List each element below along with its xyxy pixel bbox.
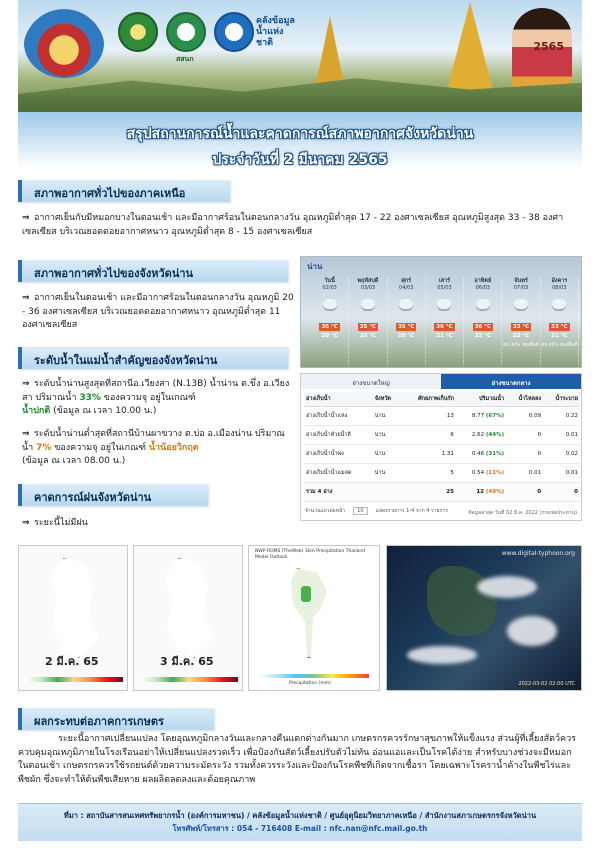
forecast-days [311,277,579,365]
rain-forecast-body: ระยะนี้ไม่มีฝน [34,518,88,528]
reservoir-name: อ่างเก็บน้ำน้ำแหง [304,407,373,426]
water-level-item-2 [22,428,294,469]
cloud-icon [514,299,528,309]
water-level-text: ของความจุ อยู่ในเกณฑ์ [100,392,196,403]
total-volume [456,483,506,502]
cloud-shape [477,576,537,598]
page-date: ประจำวันที่ 2 มีนาคม 2565 [212,152,388,168]
footer-contact: โทรศัพท์/โทรสาร : 054 - 716408 E-mail : nfc.nan@nfc.mail.go.th [172,824,428,833]
forecast-max-temp: 35 °C [398,324,415,330]
forecast-min-temp: 21 °C [436,333,453,339]
agri-council-logo [118,12,158,52]
forecast-max-temp: 35 °C [321,324,338,330]
reservoir-outflow: 0.01 [543,426,580,445]
reservoir-province: น่าน [373,464,401,483]
water-level-status: น้ำปกติ [22,406,51,416]
forecast-day [311,277,349,365]
forecast-day [464,277,502,365]
reservoir-name: อ่างเก็บน้ำห้วยน้ำลี [304,426,373,445]
water-level-text: ระดับน้ำน่านสูงสุดที่สถานีอ.เวียงสา (N.13B) น้ำน่าน ต.ขึ่ง อ.เวียงสา ปริมาณน้ำ [22,379,290,403]
reservoir-inflow: 0.09 [506,407,543,426]
forecast-max-temp: 35 °C [359,324,377,330]
reservoir-capacity: 5 [401,464,456,483]
pagination-range: แสดงรายการ 1-4 จาก 4 รายการ [375,508,448,514]
col-header[interactable]: ปริมาณน้ำ [456,392,506,407]
forecast-max-temp: 36 °C [474,324,491,330]
arrow-right-icon: ⇒ [22,518,30,528]
page-title: สรุปสถานการณ์น้ำและคาดการณ์สภาพอากาศจังหวัดน่าน [126,126,474,142]
cloud-icon [323,299,337,309]
forecast-rain-chance: ฝน 30% ของพื้นที่ [503,343,539,348]
forecast-min-temp: 21 °C [551,333,568,339]
forecast-day [502,277,540,365]
reservoir-capacity: 1.31 [401,445,456,464]
forecast-day [541,277,579,365]
precip-colorbar [259,674,369,678]
forecast-day-date: 06/03 [475,285,490,291]
thailand-precipitation-map [248,545,380,691]
reservoir-table-body [304,407,580,502]
total-inflow: 0 [506,483,543,502]
forecast-max-temp: 33 °C [551,324,568,330]
reservoir-tabs [301,374,581,389]
reservoir-table-card [300,373,582,521]
nan-weather-body: อากาศเย็นในตอนเช้า และมีอากาศร้อนในตอนกลางวัน อุณหภูมิ 20 - 36 องศาเซลเซียส บริเวณยอดดอยอากาศหนาว อุณหภูมิต่ำสุด 11 องศาเซลเซียส [22,293,294,330]
weekly-forecast-card [300,256,582,368]
forecast-day-name: จันทร์ [514,278,528,284]
water-level-percent: 7% [36,442,52,453]
water-level-percent: 33% [79,392,101,403]
total-volume-value: 12 [476,489,484,495]
col-header[interactable]: น้ำระบาย [543,392,580,407]
forecast-day-date: 05/03 [437,285,452,291]
rows-per-page-select[interactable]: 10 [353,507,367,515]
reservoir-province: น่าน [373,426,401,445]
volume-value: 0.54 [471,470,485,476]
table-row[interactable] [304,464,580,483]
agri-impact-text: ระยะนี้อากาศเปลี่ยนแปลง โดยอุณหภูมิกลางวันและกลางคืนแตกต่างกันมาก เกษตรกรควรรักษาสุขภาพให้แข็งแรง ส่วนผู้ที่เลี้ยงสัตว์ควรควบคุมอุณหภูมิภายในโรงเรือนอย่าให้เปลี่ยนแปลงรวดเร็ว เพื่อป้องกันสัตว์เลี้ยงปรับตัวไม่ทัน อ่อนแอและเป็นโรคได้ง่าย สำหรับบางช่วงจะมีหมอกในตอนเช้า เกษตรกรควรใช้รถยนต์ด้วยความระมัดระวัง รวมทั้งควรระวังและป้องกันโรคพืชที่เกิดจากเชื้อรา โดยเฉพาะโรคราน้ำค้างในพืชไร่และพืชผัก ซึ่งจะทำให้ต้นพืชเสียหาย ผลผลิตลดลงและด้อยคุณภาพ [18,734,576,785]
nan-province-shape [162,558,216,658]
volume-percent: (31%) [485,451,505,457]
nan-province-shape [47,558,101,658]
golden-pagoda-image [446,2,494,94]
rain-map-day1 [18,545,128,691]
forecast-min-temp: 22 °C [474,333,491,339]
reservoir-name: อ่างเก็บน้ำน้ำพง [304,445,373,464]
cloud-icon [399,299,413,309]
agri-impact-heading: ผลกระทบต่อภาคการเกษตร [18,708,214,730]
arrow-right-icon: ⇒ [22,213,30,223]
rain-forecast-text [22,517,294,531]
reservoir-table [304,392,580,502]
tab-large-reservoir[interactable]: อ่างขนาดใหญ่ [301,374,441,389]
reservoir-volume [456,464,506,483]
thaiwater-logo [214,12,254,52]
rain-area [301,586,311,602]
volume-value: 8.77 [471,413,485,419]
forecast-day-name: อังคาร [551,278,568,284]
reservoir-province: น่าน [373,407,401,426]
rain-colorbar [140,677,238,682]
volume-percent: (67%) [485,413,505,419]
rain-colorbar [25,677,123,682]
reservoir-capacity: 13 [401,407,456,426]
footer-source: ที่มา : สถาบันสารสนเทศทรัพยากรน้ำ (องค์การมหาชน) / คลังข้อมูลน้ำแห่งชาติ / ศูนย์อุตุนิยมวิทยาภาคเหนือ / สำนักงานสภาเกษตรกรจังหวัดน่าน [63,811,537,820]
year-badge: 2565 [533,40,564,53]
reservoir-outflow: 0.02 [543,445,580,464]
cloud-icon [437,299,451,309]
nan-weather-text [22,292,294,333]
forecast-max-temp: 36 °C [436,324,453,330]
table-header-row [304,392,580,407]
total-capacity: 25 [401,483,456,502]
landscape-image [18,67,582,112]
table-row[interactable] [304,407,580,426]
water-level-item-1 [22,378,294,419]
map-date-label: 2 มี.ค. 65 [45,655,99,668]
footer [18,803,582,841]
col-header[interactable]: น้ำไหลลง [506,392,543,407]
north-weather-text [22,212,578,239]
col-header[interactable]: ศักยภาพเก็บกัก [401,392,456,407]
forecast-day-name: พฤหัสบดี [357,278,379,284]
arrow-right-icon: ⇒ [22,379,30,389]
thailand-shape [289,568,329,658]
boat-race-image [24,8,104,78]
reservoir-inflow: 0.01 [506,464,543,483]
forecast-rain-chance: ฝน 40% ของพื้นที่ [541,343,578,348]
cloud-shape [407,646,477,664]
reservoir-volume [456,407,506,426]
total-volume-percent: (49%) [485,489,505,495]
water-level-time: (ข้อมูล ณ เวลา 10.00 น.) [50,406,157,416]
table-total-row [304,483,580,502]
rows-per-page-label: จำนวนแถวต่อหน้า [305,508,346,514]
landmass [427,566,497,636]
nan-weather-heading: สภาพอากาศทั่วไปของจังหวัดน่าน [18,260,288,282]
header-banner [18,0,582,112]
forecast-day [349,277,387,365]
forecast-day-name: เสาร์ [438,278,451,284]
forecast-day-date: 03/03 [360,285,376,291]
forecast-day-date: 08/03 [552,285,567,291]
forecast-day-date: 04/03 [398,285,414,291]
thaiwater-logo-text: คลังข้อมูล น้ำแห่งชาติ [256,16,295,48]
map-title: NWP ROMS (TheWeb) 3km Precipitation Thailand Model Outlook [255,549,366,560]
table-row[interactable] [304,426,580,445]
colorbar-label: Precipitation (mm) [289,681,331,686]
map-date-label: 3 มี.ค. 65 [160,655,214,668]
arrow-right-icon: ⇒ [22,429,30,439]
tab-medium-reservoir[interactable]: อ่างขนาดกลาง [441,374,581,389]
forecast-day-name: ศุกร์ [401,278,412,284]
col-header[interactable]: อ่างเก็บน้ำ [304,392,373,407]
total-label: รวม 4 อ่าง [304,483,373,502]
forecast-day [388,277,426,365]
forecast-max-temp: 33 °C [512,324,530,330]
reservoir-province: น่าน [373,445,401,464]
volume-percent: (11%) [485,470,505,476]
reservoir-name: อ่างเก็บน้ำน้ำแมลด [304,464,373,483]
reservoir-outflow: 0.22 [543,407,580,426]
table-row[interactable] [304,445,580,464]
reservoir-outflow: 0.01 [543,464,580,483]
water-level-text: ของความจุ อยู่ในเกณฑ์ [51,442,149,453]
reservoir-source: ข้อมูลล่าสุด วันที่ 02 มี.ค. 2022 (กรมชลประทาน) [468,510,577,516]
title-strip [18,112,582,168]
arrow-right-icon: ⇒ [22,293,30,303]
reservoir-inflow: 0 [506,445,543,464]
satellite-image [386,545,582,691]
volume-value: 2.62 [471,432,485,438]
forecast-day-date: 07/03 [513,285,529,291]
volume-percent: (44%) [485,432,505,438]
col-header[interactable]: จังหวัด [373,392,401,407]
forecast-day-date: 02/03 [322,285,337,291]
forecast-min-temp: 20 °C [398,333,415,339]
total-province [373,483,401,502]
forecast-min-temp: 20 °C [359,333,377,339]
forecast-min-temp: 20 °C [321,333,338,339]
forecast-day [426,277,464,365]
cloud-shape [507,616,557,646]
volume-value: 0.46 [471,451,485,457]
water-level-heading: ระดับน้ำในแม่น้ำสำคัญของจังหวัดน่าน [18,347,288,369]
reservoir-inflow: 0 [506,426,543,445]
north-weather-body: อากาศเย็นกับมีหมอกบางในตอนเช้า และมีอากาศร้อนในตอนกลางวัน อุณหภูมิต่ำสุด 17 - 22 องศาเซลเซียส อุณหภูมิสูงสุด 33 - 38 องศาเซลเซียส บริเวณยอดดอยอากาศหนาว อุณหภูมิต่ำสุด 8 - 15 องศาเซลเซียส [22,213,564,237]
cloud-icon [361,299,375,309]
satellite-source-url: www.digital-typhoon.org [501,550,575,557]
reservoir-volume [456,445,506,464]
total-outflow: 0 [543,483,580,502]
satellite-timestamp: 2022-03-02 02:00 UTC [518,681,575,687]
water-level-time: (ข้อมูล ณ เวลา 08.00 น.) [22,456,126,466]
water-level-text: ระดับน้ำน่านต่ำสุดที่สถานีบ้านผาขวาง ต.บ่อ อ.เมืองน่าน ปริมาณน้ำ [22,429,285,453]
north-weather-heading: สภาพอากาศทั่วไปของภาคเหนือ [18,180,230,202]
forecast-min-temp: 22 °C [512,333,530,339]
cloud-icon [552,299,566,309]
forecast-day-name: วันนี้ [324,278,335,284]
forecast-day-name: อาทิตย์ [474,278,492,284]
rain-map-day2 [133,545,243,691]
water-level-status: น้ำน้อยวิกฤต [148,442,199,453]
forecast-province: น่าน [307,262,323,271]
cloud-icon [476,299,490,309]
logo-caption: สสนก [176,55,194,63]
rain-forecast-heading: คาดการณ์ฝนจังหวัดน่าน [18,484,208,506]
hii-logo [166,12,206,52]
reservoir-capacity: 6 [401,426,456,445]
reservoir-volume [456,426,506,445]
